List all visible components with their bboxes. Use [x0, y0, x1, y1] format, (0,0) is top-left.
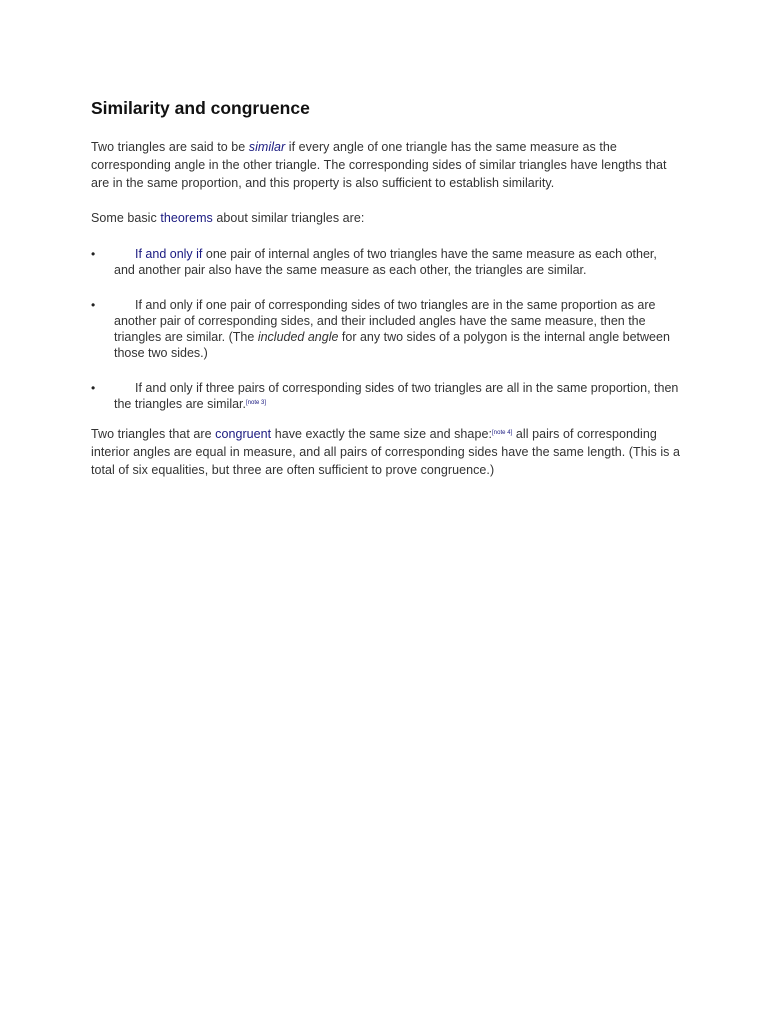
- document-page: [91, 96, 681, 479]
- paragraph-text: all pairs of corresponding interior angles are equal in measure, and all pairs of corresponding sides have the same length. (This is a total of six equalities, but three are often sufficient to prove congruence.): [91, 427, 681, 477]
- paragraph-text: Some basic: [91, 211, 161, 225]
- note-3-link[interactable]: [note 3]: [246, 400, 267, 406]
- paragraph-text: Two triangles are said to be: [91, 140, 249, 154]
- paragraph-text: Two triangles that are: [91, 427, 216, 441]
- similar-link[interactable]: similar: [248, 140, 286, 154]
- congruent-link[interactable]: congruent: [215, 427, 272, 441]
- theorems-link[interactable]: theorems: [160, 211, 213, 225]
- bullet-icon: •: [91, 247, 96, 261]
- section-title: Similarity and congruence: [91, 98, 310, 118]
- paragraph-theorems-intro: [91, 209, 681, 227]
- list-item: [91, 246, 681, 278]
- included-angle-term: included angle: [257, 330, 339, 344]
- list-item: [91, 380, 681, 412]
- theorem-list: [91, 246, 681, 412]
- list-item-text: If and only if three pairs of corresponding sides of two triangles are all in the same proportion, then the triangles are similar.: [114, 381, 679, 411]
- list-item: [91, 297, 681, 361]
- paragraph-congruence: [91, 425, 681, 479]
- list-item-text: for any two sides of a polygon is the internal angle between those two sides.): [114, 330, 670, 360]
- paragraph-text: if every angle of one triangle has the same measure as the corresponding angle in the other triangle. The corresponding sides of similar triangles have lengths that are in the same proportion, and this property is also sufficient to establish similarity.: [91, 140, 667, 190]
- paragraph-text: about similar triangles are:: [212, 211, 365, 225]
- paragraph-text: have exactly the same size and shape:: [271, 427, 492, 441]
- list-item-text: If and only if one pair of corresponding sides of two triangles are in the same proportion as are another pair of corresponding sides, and their included angles have the same measure, then the triangles are similar. (The: [114, 298, 656, 344]
- list-item-text: one pair of internal angles of two triangles have the same measure as each other, and another pair also have the same measure as each other, the triangles are similar.: [114, 247, 657, 277]
- if-and-only-if-link[interactable]: If and only if: [135, 247, 203, 261]
- bullet-icon: •: [91, 298, 96, 312]
- bullet-icon: •: [91, 381, 96, 395]
- note-4-link[interactable]: [note 4]: [491, 430, 513, 436]
- paragraph-similar-definition: [91, 138, 681, 192]
